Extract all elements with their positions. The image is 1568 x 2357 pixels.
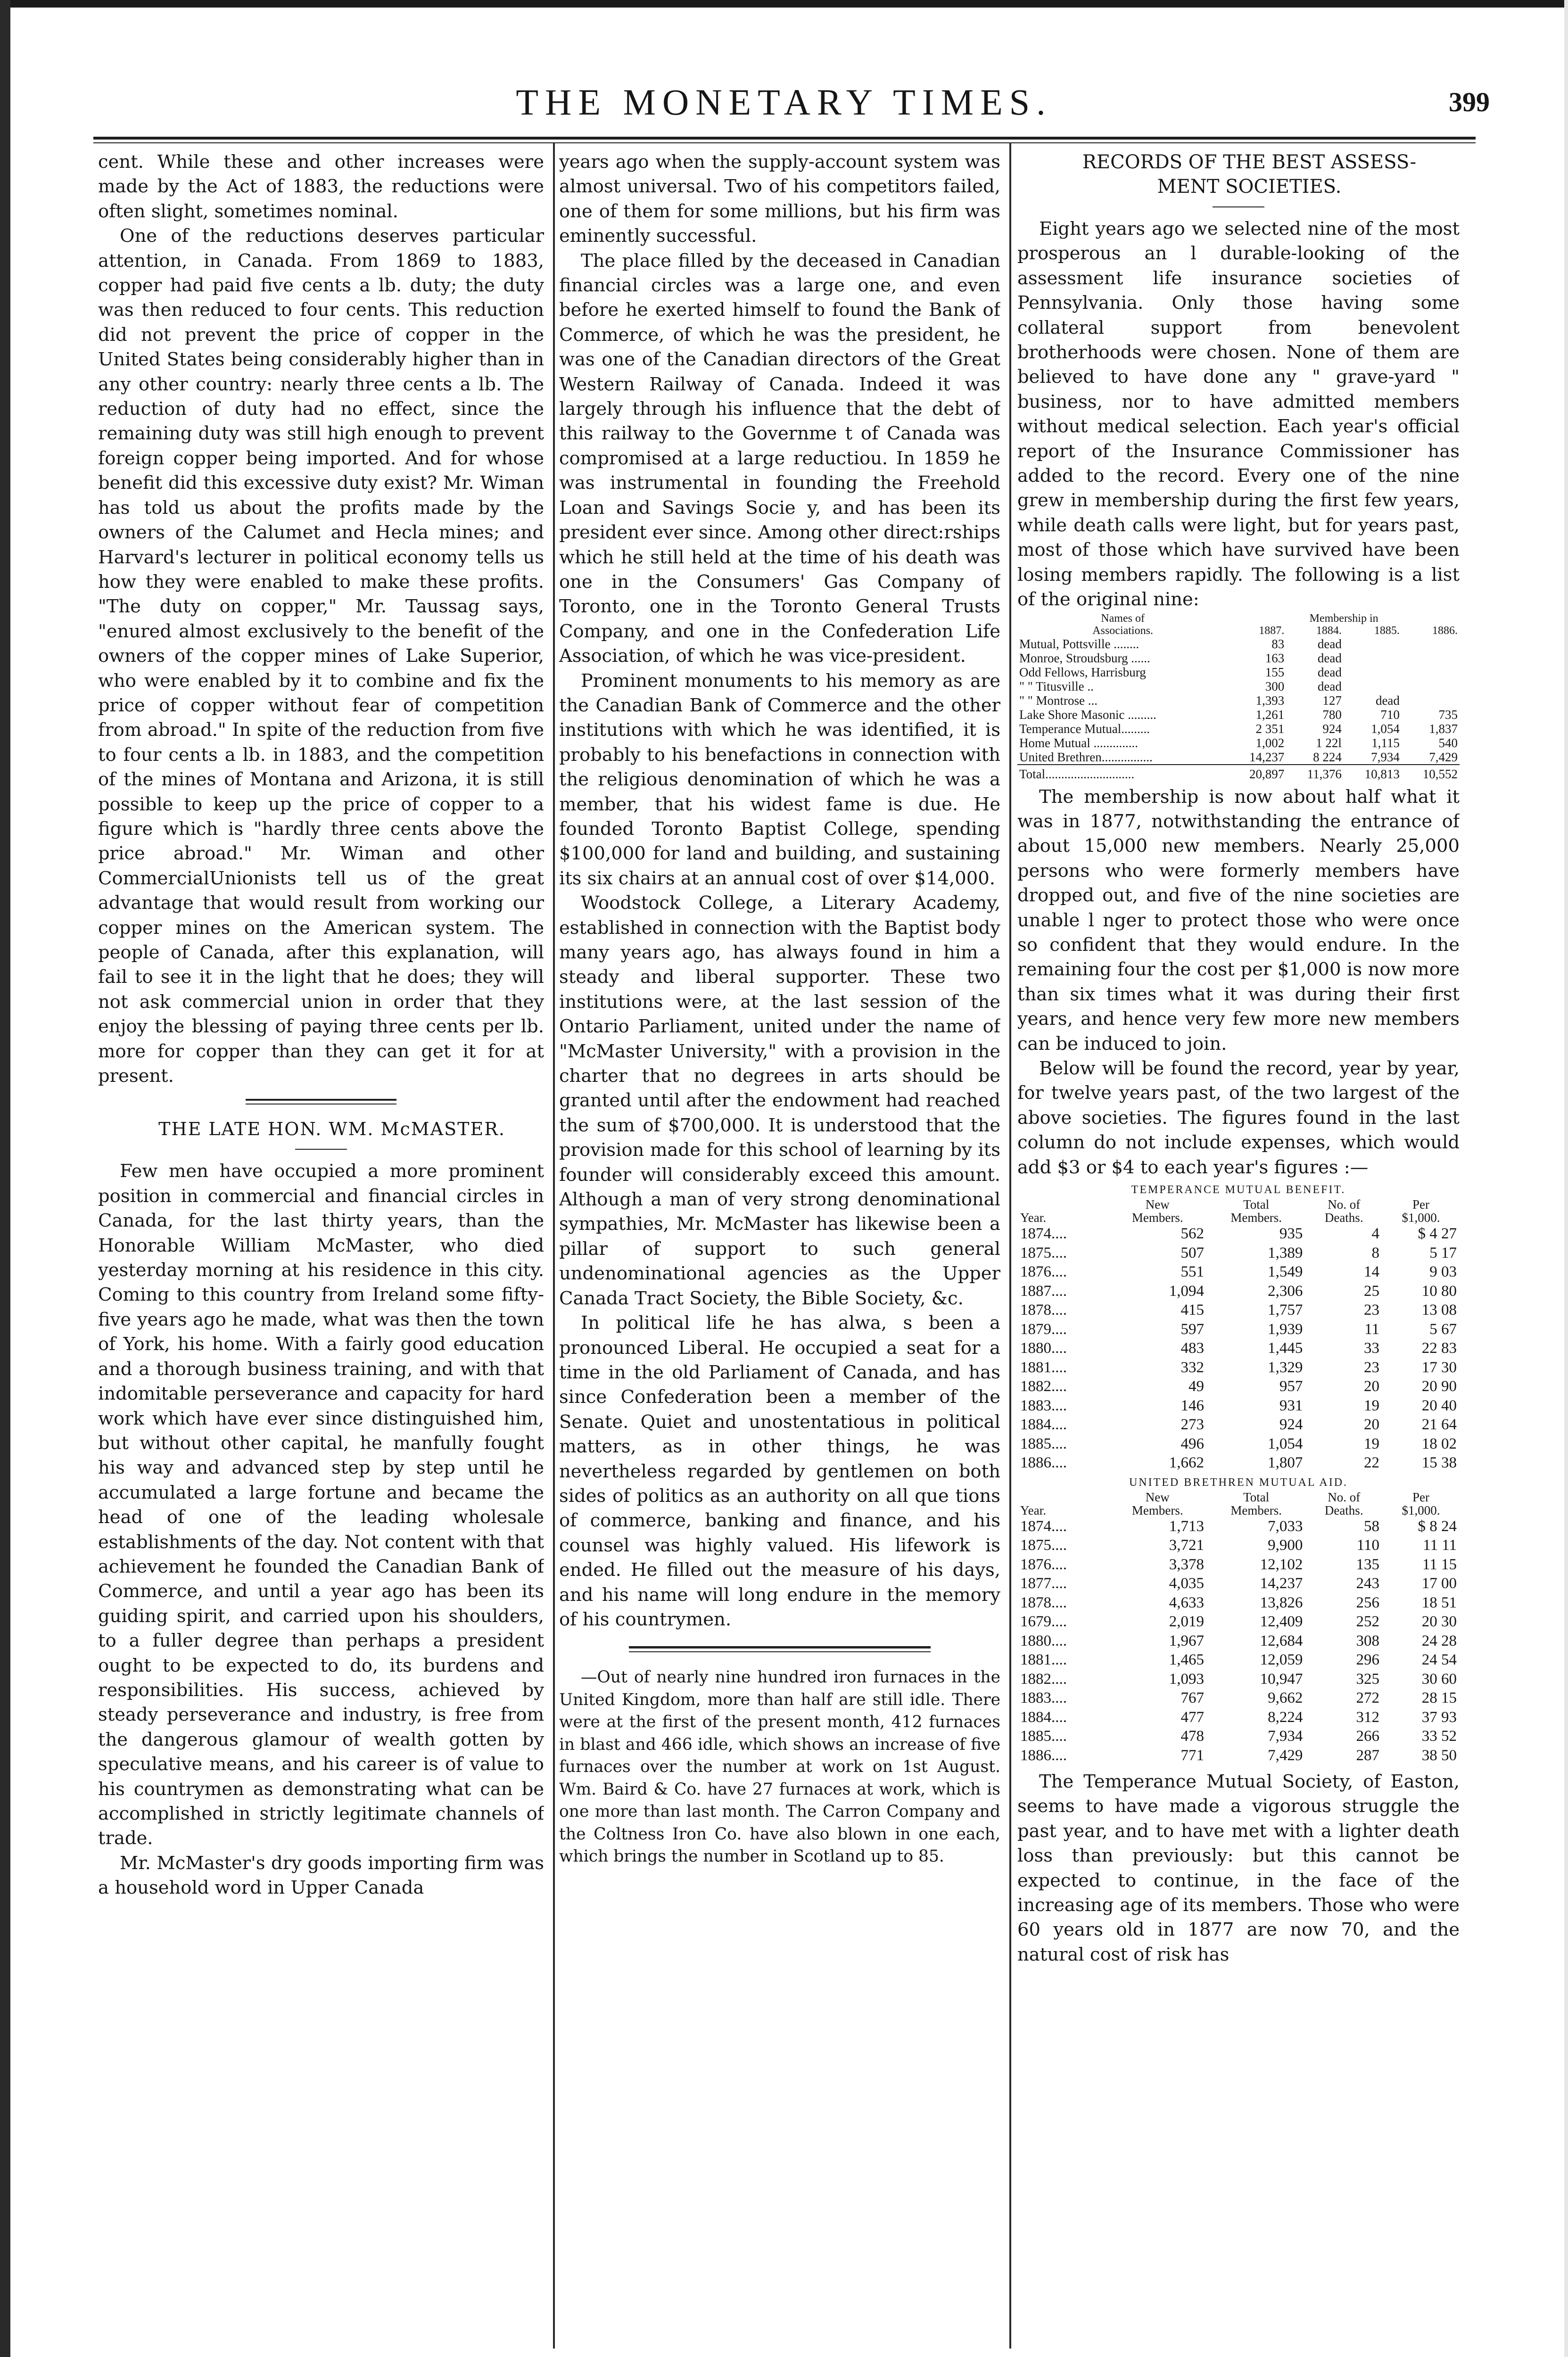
membership-count bbox=[1402, 637, 1460, 651]
year-cell: 1882.... bbox=[1020, 1670, 1067, 1688]
total-value: 11,376 bbox=[1286, 765, 1344, 781]
value-cell: 3,378 bbox=[1169, 1556, 1204, 1573]
value-cell: 415 bbox=[1180, 1302, 1204, 1319]
membership-table bbox=[1017, 612, 1460, 781]
value-cell: 5 67 bbox=[1429, 1320, 1457, 1338]
value-cell: 767 bbox=[1180, 1689, 1204, 1706]
value-cell: 1,329 bbox=[1268, 1359, 1303, 1376]
membership-count: 1,002 bbox=[1255, 735, 1285, 750]
value-cell: 33 bbox=[1364, 1340, 1380, 1357]
value-cell: 11 bbox=[1364, 1320, 1380, 1338]
article-paragraph: Below will be found the record, year by year, for twelve years past, of the two largest of the above societies. The figures found in the last column do not include expenses, which would add $3 or $4 to each year's figures :— bbox=[1017, 1057, 1460, 1178]
association-name: Temperance Mutual......... bbox=[1019, 721, 1150, 736]
value-cell: 3,721 bbox=[1169, 1537, 1204, 1554]
value-cell: 14 bbox=[1364, 1263, 1380, 1280]
table-row bbox=[1017, 693, 1460, 708]
membership-count: dead bbox=[1317, 636, 1342, 651]
value-cell: 9,900 bbox=[1268, 1537, 1303, 1554]
value-cell: 17 30 bbox=[1421, 1359, 1457, 1376]
article-paragraph: The place filled by the deceased in Canadian financial circles was a large one, and even before he exerted himself to found the Bank of Commerce, of which he was the president, he was one of the Canadian directors of the Great Western Railway of Canada. Indeed it was largely through his influence that the debt of this railway to the Governme t of Canada was compromised at a large reductiou. In 1859 he was instrumental in founding the Freehold Loan and Savings Socie y, and has been its president ever since. Among other direct:rships which he still held at the time of his death was one in the Consumers' Gas Company of Toronto, one in the Toronto General Trusts Company, and one in the Confederation Life Association, of which he was vice-president. bbox=[559, 250, 1000, 667]
heading-rule bbox=[295, 1149, 347, 1150]
table-row bbox=[1017, 1650, 1460, 1670]
section-rule bbox=[246, 1099, 396, 1104]
table-row bbox=[1017, 1396, 1460, 1416]
column-1 bbox=[98, 150, 544, 2347]
year-cell: 1881.... bbox=[1020, 1651, 1067, 1668]
column-header: New bbox=[1145, 1490, 1170, 1504]
membership-count bbox=[1344, 679, 1402, 693]
value-cell: 935 bbox=[1279, 1225, 1303, 1242]
table-header-year: 1885. bbox=[1374, 624, 1400, 637]
column-3 bbox=[1017, 150, 1460, 2347]
year-cell: 1874.... bbox=[1020, 1225, 1067, 1242]
table-row bbox=[1017, 1574, 1460, 1593]
brethren-table bbox=[1017, 1491, 1460, 1765]
article-paragraph: years ago when the supply-account system was almost universal. Two of his competitors failed, one of them for some millions, but his firm was eminently successful. bbox=[559, 151, 1000, 247]
value-cell: 7,429 bbox=[1268, 1747, 1303, 1764]
membership-count: 2 351 bbox=[1255, 721, 1285, 736]
article-heading-line-1: RECORDS OF THE BEST ASSESS- bbox=[1082, 151, 1417, 173]
column-2 bbox=[559, 150, 1000, 2347]
value-cell: 38 50 bbox=[1421, 1747, 1457, 1764]
year-cell: 1886.... bbox=[1020, 1454, 1067, 1471]
year-cell: 1885.... bbox=[1020, 1435, 1067, 1452]
value-cell: 308 bbox=[1356, 1632, 1380, 1649]
table-row bbox=[1017, 708, 1460, 722]
value-cell: 1,093 bbox=[1169, 1670, 1204, 1688]
article-paragraph: The Temperance Mutual Society, of Easton, seems to have made a vigorous struggle the past year, and to have met with a lighter death loss than previously: but this cannot be expected to continue, in the face of the increasing age of its members. Those who were 60 years old in 1877 are now 70, and the natural cost of risk has bbox=[1017, 1771, 1460, 1965]
value-cell: 12,059 bbox=[1260, 1651, 1303, 1668]
association-name: Mutual, Pottsville ........ bbox=[1019, 636, 1139, 651]
column-header: Deaths. bbox=[1324, 1503, 1363, 1517]
membership-count: dead bbox=[1317, 679, 1342, 693]
membership-count: 7,429 bbox=[1429, 750, 1458, 764]
table-row bbox=[1017, 1517, 1460, 1536]
column-header: Members. bbox=[1230, 1503, 1282, 1517]
table-row bbox=[1017, 679, 1460, 693]
column-header: No. of bbox=[1328, 1490, 1361, 1504]
table-header-year: 1884. bbox=[1316, 624, 1342, 637]
year-cell: 1884.... bbox=[1020, 1416, 1067, 1433]
header-rule bbox=[93, 137, 1476, 140]
table-row bbox=[1017, 750, 1460, 765]
heading-rule bbox=[1213, 206, 1264, 207]
table-header-membership: Membership in bbox=[1309, 612, 1378, 625]
scan-right-edge bbox=[1564, 0, 1568, 2357]
membership-count: 163 bbox=[1265, 651, 1285, 665]
association-name: " " Titusville .. bbox=[1019, 679, 1094, 693]
value-cell: 551 bbox=[1180, 1263, 1204, 1280]
article-paragraph: One of the reductions deserves particular attention, in Canada. From 1869 to 1883, copper had paid five cents a lb. duty; the duty was then reduced to four cents. This reduction did not prevent the price of copper in the United States being considerably higher than in any other country: nearly three cents a lb. The reduction of duty had no effect, since the remaining duty was still high enough to prevent foreign copper being imported. And for whose benefit did this excessive duty exist? Mr. Wiman has told us about the profits made by the owners of the Calumet and Hecla mines; and Harvard's lecturer in political economy tells us how they were enabled to make these profits. "The duty on copper," Mr. Taussag says, "enured almost exclusively to the benefit of the owners of the copper mines of Lake Superior, who were enabled by it to combine and fix the price of copper without fear of competition from abroad." In spite of the reduction from five to four cents a lb. in 1883, and the competition of the mines of Montana and Arizona, it is still possible to keep up the price of copper to a figure which is "hardly three cents above the price abroad." Mr. Wiman and other CommercialUnionists tell us of the great advantage that would result from working our copper mines on the American system. The people of Canada, after this explanation, will fail to see it in the light that he does; they will not ask commercial union in order that they enjoy the blessing of paying three cents per lb. more for copper than they can get it for at present. bbox=[98, 225, 544, 1087]
table-header-names: Names of bbox=[1101, 612, 1145, 625]
value-cell: 483 bbox=[1180, 1340, 1204, 1357]
value-cell: 252 bbox=[1356, 1613, 1380, 1630]
header-rule-thin bbox=[93, 142, 1476, 143]
value-cell: 1,445 bbox=[1268, 1340, 1303, 1357]
table-row bbox=[1017, 722, 1460, 736]
total-value: 20,897 bbox=[1228, 765, 1286, 781]
value-cell: 312 bbox=[1356, 1708, 1380, 1726]
membership-count: 710 bbox=[1380, 707, 1400, 722]
membership-count: 924 bbox=[1322, 721, 1342, 736]
association-name: Lake Shore Masonic ......... bbox=[1019, 707, 1156, 722]
value-cell: 273 bbox=[1180, 1416, 1204, 1433]
table-row bbox=[1017, 1415, 1460, 1434]
year-cell: 1881.... bbox=[1020, 1359, 1067, 1376]
value-cell: 2,306 bbox=[1268, 1282, 1303, 1300]
year-cell: 1876.... bbox=[1020, 1263, 1067, 1280]
column-header: Per bbox=[1412, 1197, 1429, 1211]
year-cell: 1875.... bbox=[1020, 1537, 1067, 1554]
membership-count: 1 22l bbox=[1316, 735, 1342, 750]
table-row bbox=[1017, 1358, 1460, 1377]
total-value: 10,813 bbox=[1344, 765, 1402, 781]
value-cell: 37 93 bbox=[1421, 1708, 1457, 1726]
value-cell: 5 17 bbox=[1429, 1244, 1457, 1261]
value-cell: 20 bbox=[1364, 1416, 1380, 1433]
value-cell: 296 bbox=[1356, 1651, 1380, 1668]
value-cell: 146 bbox=[1180, 1397, 1204, 1414]
value-cell: 21 64 bbox=[1421, 1416, 1457, 1433]
year-cell: 1879.... bbox=[1020, 1320, 1067, 1338]
article-paragraph: cent. While these and other increases were made by the Act of 1883, the reductions were often slight, sometimes nominal. bbox=[98, 151, 544, 222]
value-cell: 135 bbox=[1356, 1556, 1380, 1573]
table-row bbox=[1017, 1282, 1460, 1301]
membership-count bbox=[1402, 679, 1460, 693]
value-cell: 12,409 bbox=[1260, 1613, 1303, 1630]
value-cell: 8,224 bbox=[1268, 1708, 1303, 1726]
membership-count bbox=[1402, 665, 1460, 679]
column-header: Total bbox=[1243, 1490, 1270, 1504]
value-cell: 478 bbox=[1180, 1728, 1204, 1745]
value-cell: 562 bbox=[1180, 1225, 1204, 1242]
value-cell: 10 80 bbox=[1421, 1282, 1457, 1300]
article-paragraph: Woodstock College, a Literary Academy, established in connection with the Baptist body many years ago, has always found in him a steady and liberal supporter. These two institutions were, at the last session of the Ontario Parliament, united under the name of "McMaster University," with a provision in the charter that no degrees in arts should be granted until after the endowment had reached the sum of $700,000. It is understood that the provision made for this school of learning by its founder will considerably exceed this amount. Although a man of very strong denominational sympathies, Mr. McMaster has likewise been a pillar of support to such general undenominational agencies as the Upper Canada Tract Society, the Bible Society, &c. bbox=[559, 892, 1000, 1309]
value-cell: $ 8 24 bbox=[1418, 1517, 1457, 1535]
value-cell: 30 60 bbox=[1421, 1670, 1457, 1688]
value-cell: 287 bbox=[1356, 1747, 1380, 1764]
value-cell: 9,662 bbox=[1268, 1689, 1303, 1706]
table-header-associations: Associations. bbox=[1092, 624, 1153, 637]
column-header bbox=[1017, 1491, 1108, 1504]
article-paragraph: Few men have occupied a more prominent position in commercial and financial circles in Canada, for the last thirty years, than the Honorable William McMaster, who died yesterday morning at his residence in this city. Coming to this country from Ireland some fifty-five years ago he made, what was then the town of York, his home. With a fairly good education and a thorough business training, and with that indomitable perseverance and capacity for hard work which have ever since distinguished him, but without other capital, he manfully fought his way and advanced step by step until he accumulated a large fortune and became the head of one of the leading wholesale establishments of the day. Not content with that achievement he founded the Canadian Bank of Commerce, and until a year ago has been its guiding spirit, and carried upon his shoulders, to a fuller degree than perhaps a president ought to be expected to do, its burdens and responsibilities. His success, achieved by steady perseverance and industry, is free from the dangerous glamour of wealth gotten by speculative means, and his career is of value to his countrymen as demonstrating what can be accomplished in strictly legitimate channels of trade. bbox=[98, 1161, 544, 1849]
year-cell: 1883.... bbox=[1020, 1689, 1067, 1706]
table-row bbox=[1017, 1262, 1460, 1282]
value-cell: 18 51 bbox=[1421, 1594, 1457, 1611]
value-cell: 23 bbox=[1364, 1302, 1380, 1319]
membership-count bbox=[1402, 693, 1460, 708]
membership-count bbox=[1344, 665, 1402, 679]
scan-top-edge bbox=[0, 0, 1568, 8]
value-cell: 23 bbox=[1364, 1359, 1380, 1376]
table-header-year: 1887. bbox=[1259, 624, 1285, 637]
table-header-row bbox=[1017, 1198, 1460, 1211]
year-cell: 1874.... bbox=[1020, 1517, 1067, 1535]
value-cell: 13 08 bbox=[1421, 1302, 1457, 1319]
column-divider-2 bbox=[1009, 142, 1011, 2349]
value-cell: 957 bbox=[1279, 1378, 1303, 1395]
value-cell: 11 15 bbox=[1422, 1556, 1457, 1573]
association-name: Odd Fellows, Harrisburg bbox=[1019, 665, 1146, 679]
news-note-iron-furnaces: —Out of nearly nine hundred iron furnaces in the United Kingdom, more than half are still idle. There were at the first of the present month, 412 furnaces in blast and 466 idle, which shows an increase of five furnaces over the number at work on 1st August. Wm. Baird & Co. have 27 furnaces at work, which is one more than last month. The Carron Company and the Coltness Iron Co. have also blown in one each, which brings the number in Scotland up to 85. bbox=[559, 1668, 1000, 1866]
association-name: " " Montrose ... bbox=[1019, 693, 1098, 708]
membership-count: 540 bbox=[1438, 735, 1458, 750]
year-cell: 1878.... bbox=[1020, 1594, 1067, 1611]
column-header: Per bbox=[1412, 1490, 1429, 1504]
table-row bbox=[1017, 1434, 1460, 1454]
association-name: Monroe, Stroudsburg ...... bbox=[1019, 651, 1150, 665]
table-row bbox=[1017, 1670, 1460, 1689]
value-cell: 1,054 bbox=[1268, 1435, 1303, 1452]
value-cell: 4 bbox=[1371, 1225, 1380, 1242]
value-cell: 12,684 bbox=[1260, 1632, 1303, 1649]
value-cell: 1,939 bbox=[1268, 1320, 1303, 1338]
value-cell: 1,967 bbox=[1169, 1632, 1204, 1649]
table-row bbox=[1017, 1536, 1460, 1555]
value-cell: 2,019 bbox=[1169, 1613, 1204, 1630]
membership-count bbox=[1402, 651, 1460, 665]
value-cell: 24 28 bbox=[1421, 1632, 1457, 1649]
year-cell: 1875.... bbox=[1020, 1244, 1067, 1261]
membership-count: 8 224 bbox=[1313, 750, 1342, 764]
table-row bbox=[1017, 1689, 1460, 1708]
table-row bbox=[1017, 1301, 1460, 1320]
column-header: $1,000. bbox=[1402, 1211, 1440, 1225]
value-cell: 325 bbox=[1356, 1670, 1380, 1688]
table-row bbox=[1017, 1339, 1460, 1358]
column-header: Members. bbox=[1131, 1211, 1183, 1225]
membership-count: 83 bbox=[1271, 636, 1285, 651]
value-cell: 12,102 bbox=[1260, 1556, 1303, 1573]
table-row bbox=[1017, 1555, 1460, 1574]
year-cell: 1884.... bbox=[1020, 1708, 1067, 1726]
value-cell: 110 bbox=[1356, 1537, 1380, 1554]
table-row bbox=[1017, 665, 1460, 679]
value-cell: 22 83 bbox=[1421, 1340, 1457, 1357]
column-header: Year. bbox=[1020, 1503, 1047, 1517]
membership-count: dead bbox=[1375, 693, 1400, 708]
article-paragraph: The membership is now about half what it was in 1877, notwithstanding the entrance of about 15,000 new members. Nearly 25,000 persons who were formerly members have dropped out, and five of the nine societies are unable l nger to protect those who were once so confident that they would endure. In the remaining four the cost per $1,000 is now more than six times what it was during their first years, and hence very few more new members can be induced to join. bbox=[1017, 786, 1460, 1055]
value-cell: 7,934 bbox=[1268, 1728, 1303, 1745]
membership-count: 1,393 bbox=[1255, 693, 1285, 708]
table-row bbox=[1017, 1377, 1460, 1396]
value-cell: 28 15 bbox=[1421, 1689, 1457, 1706]
page-number: 399 bbox=[1449, 87, 1490, 117]
table-header-row bbox=[1017, 1211, 1460, 1224]
table-caption-brethren: UNITED BRETHREN MUTUAL AID. bbox=[1129, 1476, 1348, 1489]
total-label: Total............................ bbox=[1017, 765, 1228, 781]
article-paragraph: In political life he has alwa, s been a pronounced Liberal. He occupied a seat for a time in the old Parliament of Canada, and has since Confederation been a member of the Senate. Quiet and unostentatious in political matters, as in other things, he was nevertheless regarded by gentlemen on both sides of politics as an authority on all que tions of commerce, banking and finance, and his counsel was highly valued. His lifework is ended. He filled out the measure of his days, and his name will long endure in the memory of his countrymen. bbox=[559, 1312, 1000, 1630]
value-cell: 17 00 bbox=[1421, 1575, 1457, 1592]
value-cell: $ 4 27 bbox=[1418, 1225, 1457, 1242]
table-total-row bbox=[1017, 765, 1460, 781]
value-cell: 20 bbox=[1364, 1378, 1380, 1395]
section-rule bbox=[629, 1646, 931, 1652]
value-cell: 49 bbox=[1188, 1378, 1204, 1395]
value-cell: 20 40 bbox=[1421, 1397, 1457, 1414]
value-cell: 4,633 bbox=[1169, 1594, 1204, 1611]
year-cell: 1877.... bbox=[1020, 1575, 1067, 1592]
membership-count bbox=[1344, 637, 1402, 651]
column-header: Deaths. bbox=[1324, 1211, 1363, 1225]
value-cell: 924 bbox=[1279, 1416, 1303, 1433]
value-cell: 597 bbox=[1180, 1320, 1204, 1338]
association-name: United Brethren................ bbox=[1019, 750, 1153, 764]
column-header: Members. bbox=[1131, 1503, 1183, 1517]
column-header: New bbox=[1145, 1197, 1170, 1211]
table-header-row bbox=[1017, 1491, 1460, 1504]
value-cell: 931 bbox=[1279, 1397, 1303, 1414]
value-cell: 14,237 bbox=[1260, 1575, 1303, 1592]
value-cell: 4,035 bbox=[1169, 1575, 1204, 1592]
membership-count: 300 bbox=[1265, 679, 1285, 693]
membership-count: 735 bbox=[1438, 707, 1458, 722]
table-row bbox=[1017, 1708, 1460, 1727]
value-cell: 272 bbox=[1356, 1689, 1380, 1706]
article-paragraph: Prominent monuments to his memory as are the Canadian Bank of Commerce and the other institutions with which he was identified, it is probably to his benefactions in connection with the religious denomination of which he was a member, that his widest fame is due. He founded Toronto Baptist College, spending $100,000 for land and building, and sustaining its six chairs at an annual cost of over $14,000. bbox=[559, 670, 1000, 889]
table-row bbox=[1017, 736, 1460, 750]
table-row bbox=[1017, 1612, 1460, 1632]
value-cell: 13,826 bbox=[1260, 1594, 1303, 1611]
membership-count: 14,237 bbox=[1249, 750, 1285, 764]
year-cell: 1883.... bbox=[1020, 1397, 1067, 1414]
value-cell: 25 bbox=[1364, 1282, 1380, 1300]
value-cell: 1,549 bbox=[1268, 1263, 1303, 1280]
column-header bbox=[1017, 1198, 1108, 1211]
value-cell: 33 52 bbox=[1421, 1728, 1457, 1745]
temperance-table bbox=[1017, 1198, 1460, 1473]
membership-count: 127 bbox=[1322, 693, 1342, 708]
year-cell: 1886.... bbox=[1020, 1747, 1067, 1764]
table-row bbox=[1017, 1746, 1460, 1765]
association-name: Home Mutual .............. bbox=[1019, 735, 1138, 750]
value-cell: 19 bbox=[1364, 1397, 1380, 1414]
value-cell: 243 bbox=[1356, 1575, 1380, 1592]
article-paragraph: Eight years ago we selected nine of the most prosperous an l durable-looking of the assessment life insurance societies of Pennsylvania. Only those having some collateral support from benevolent brotherhoods were chosen. None of them are believed to have done any " grave-yard " business, nor to have admitted members without medical selection. Each year's official report of the Insurance Commissioner has added to the record. Every one of the nine grew in membership during the first few years, while death calls were light, but for years past, most of those which have survived have been losing members rapidly. The following is a list of the original nine: bbox=[1017, 218, 1460, 610]
value-cell: 266 bbox=[1356, 1728, 1380, 1745]
table-row bbox=[1017, 1632, 1460, 1651]
value-cell: 7,033 bbox=[1268, 1517, 1303, 1535]
membership-count: dead bbox=[1317, 651, 1342, 665]
value-cell: 1,094 bbox=[1169, 1282, 1204, 1300]
masthead-title: THE MONETARY TIMES. bbox=[516, 82, 1052, 123]
year-cell: 1885.... bbox=[1020, 1728, 1067, 1745]
total-value: 10,552 bbox=[1402, 765, 1460, 781]
year-cell: 1882.... bbox=[1020, 1378, 1067, 1395]
value-cell: 20 90 bbox=[1421, 1378, 1457, 1395]
table-row bbox=[1017, 637, 1460, 651]
value-cell: 332 bbox=[1180, 1359, 1204, 1376]
membership-count: 1,261 bbox=[1255, 707, 1285, 722]
column-header: Year. bbox=[1020, 1211, 1047, 1225]
year-cell: 1878.... bbox=[1020, 1302, 1067, 1319]
article-paragraph: Mr. McMaster's dry goods importing firm was a household word in Upper Canada bbox=[98, 1852, 544, 1899]
value-cell: 20 30 bbox=[1421, 1613, 1457, 1630]
article-heading-mcmaster: THE LATE HON. WM. McMASTER. bbox=[158, 1119, 505, 1140]
value-cell: 18 02 bbox=[1421, 1435, 1457, 1452]
membership-count: 780 bbox=[1322, 707, 1342, 722]
year-cell: 1876.... bbox=[1020, 1556, 1067, 1573]
value-cell: 1,807 bbox=[1268, 1454, 1303, 1471]
year-cell: 1887.... bbox=[1020, 1282, 1067, 1300]
table-row bbox=[1017, 1244, 1460, 1263]
value-cell: 496 bbox=[1180, 1435, 1204, 1452]
value-cell: 15 38 bbox=[1421, 1454, 1457, 1471]
value-cell: 1,465 bbox=[1169, 1651, 1204, 1668]
membership-count: 155 bbox=[1265, 665, 1285, 679]
value-cell: 11 11 bbox=[1423, 1537, 1457, 1554]
value-cell: 477 bbox=[1180, 1708, 1204, 1726]
table-row bbox=[1017, 1593, 1460, 1613]
column-header: Members. bbox=[1230, 1211, 1282, 1225]
membership-count: 1,115 bbox=[1371, 735, 1400, 750]
value-cell: 1,713 bbox=[1169, 1517, 1204, 1535]
table-header-year: 1886. bbox=[1432, 624, 1458, 637]
value-cell: 19 bbox=[1364, 1435, 1380, 1452]
value-cell: 1,389 bbox=[1268, 1244, 1303, 1261]
table-row bbox=[1017, 1320, 1460, 1339]
year-cell: 1679.... bbox=[1020, 1613, 1067, 1630]
column-header: $1,000. bbox=[1402, 1503, 1440, 1517]
value-cell: 9 03 bbox=[1429, 1263, 1457, 1280]
table-row bbox=[1017, 1727, 1460, 1746]
membership-count: 1,054 bbox=[1371, 721, 1400, 736]
value-cell: 256 bbox=[1356, 1594, 1380, 1611]
table-row bbox=[1017, 1224, 1460, 1244]
table-caption-temperance: TEMPERANCE MUTUAL BENEFIT. bbox=[1131, 1184, 1346, 1196]
value-cell: 771 bbox=[1180, 1747, 1204, 1764]
value-cell: 58 bbox=[1364, 1517, 1380, 1535]
scan-left-edge bbox=[0, 0, 10, 2357]
table-row bbox=[1017, 651, 1460, 665]
value-cell: 24 54 bbox=[1421, 1651, 1457, 1668]
value-cell: 10,947 bbox=[1260, 1670, 1303, 1688]
table-row bbox=[1017, 1453, 1460, 1473]
article-heading-line-2: MENT SOCIETIES. bbox=[1157, 176, 1342, 198]
column-header: Total bbox=[1243, 1197, 1270, 1211]
value-cell: 1,662 bbox=[1169, 1454, 1204, 1471]
membership-count: 1,837 bbox=[1429, 721, 1458, 736]
membership-count bbox=[1344, 651, 1402, 665]
column-divider-1 bbox=[553, 142, 555, 2349]
membership-count: dead bbox=[1317, 665, 1342, 679]
year-cell: 1880.... bbox=[1020, 1340, 1067, 1357]
value-cell: 507 bbox=[1180, 1244, 1204, 1261]
table-header-row bbox=[1017, 1504, 1460, 1517]
membership-count: 7,934 bbox=[1371, 750, 1400, 764]
column-header: No. of bbox=[1328, 1197, 1361, 1211]
value-cell: 1,757 bbox=[1268, 1302, 1303, 1319]
value-cell: 8 bbox=[1371, 1244, 1380, 1261]
value-cell: 22 bbox=[1364, 1454, 1380, 1471]
year-cell: 1880.... bbox=[1020, 1632, 1067, 1649]
